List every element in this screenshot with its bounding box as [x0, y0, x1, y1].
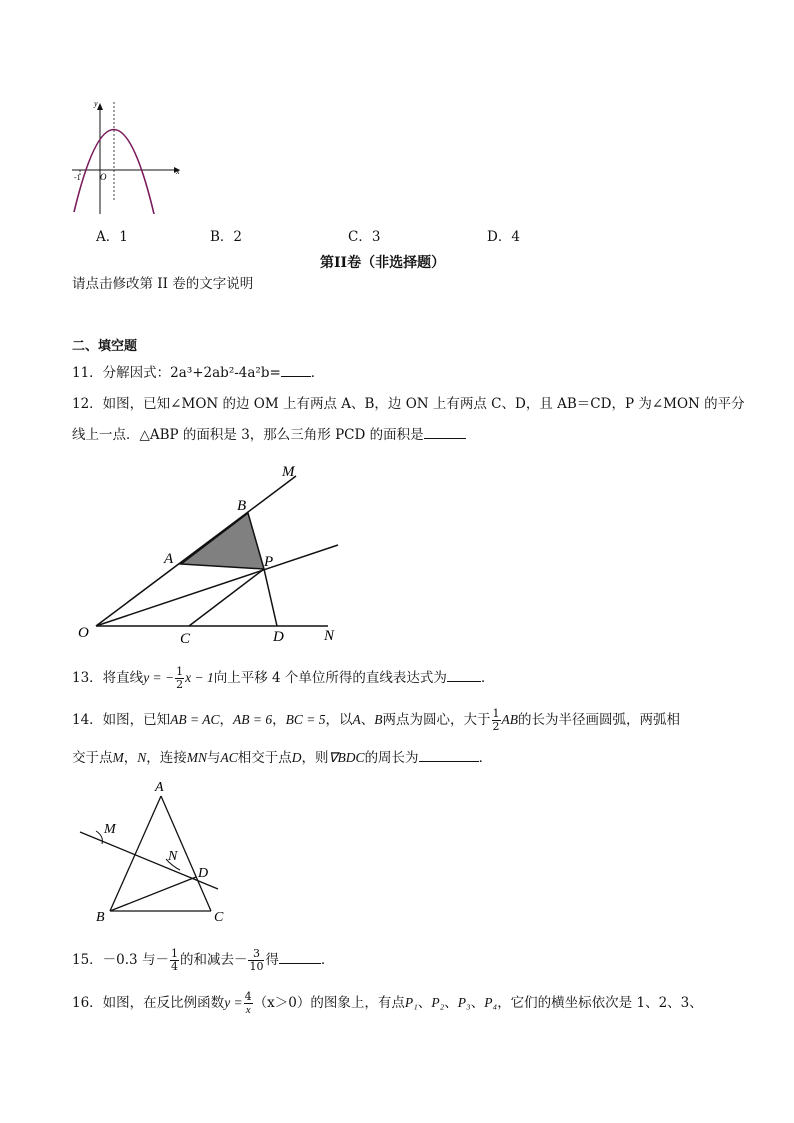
label-m: M: [282, 464, 295, 480]
q13-blank: [447, 667, 481, 682]
label-m: M: [104, 822, 116, 837]
choice-d: D．4: [487, 229, 520, 245]
q15-blank: [279, 949, 321, 964]
q16-fraction: $\frac{4}{x}$: [244, 990, 252, 1016]
q15-fraction-1: $\frac{1}{4}$: [170, 947, 178, 973]
question-12-line1: 12．如图，已知∠MON 的边 OM 上有两点 A、B，边 ON 上有两点 C、D，且 AB＝CD，P 为∠MON 的平分: [72, 396, 745, 412]
q14-blank: [419, 747, 479, 762]
question-11: 11．分解因式：2a³+2ab²-4a²b= ．: [72, 362, 324, 383]
choice-b: B．2: [210, 229, 243, 245]
part2-heading: 二、填空题: [72, 339, 138, 354]
parabola-graph: [66, 96, 186, 220]
label-c: C: [180, 631, 191, 647]
question-14-line2: 交于点M，N，连接MN与AC相交于点D，则∇BDC的周长为 ．: [72, 747, 492, 768]
arc-m: [96, 831, 102, 844]
question-14-line1: 14．如图，已知AB = AC，AB = 6，BC = 5，以A、B两点为圆心，大于 $\frac{1}{2}$ AB的长为半径画圆弧，两弧相: [72, 707, 681, 733]
y-axis-label: y: [94, 99, 98, 108]
label-d: D: [273, 629, 284, 645]
question-13: 13．将直线y = − $\frac{1}{2}$ x − 1向上平移 4 个单位所得的直线表达式为 ．: [72, 665, 495, 691]
label-c: C: [214, 910, 224, 925]
question-15: 15．－0.3 与－ $\frac{1}{4}$ 的和减去－ $\frac{3}{10}$ 得 ．: [72, 947, 335, 973]
triangle-abp: [181, 513, 264, 569]
question-12-line2: 线上一点．△ABP 的面积是 3，那么三角形 PCD 的面积是: [72, 424, 466, 445]
neg-one-label: -1: [74, 173, 81, 182]
label-n: N: [168, 849, 178, 864]
q11-blank: [281, 362, 311, 377]
q14-fraction: $\frac{1}{2}$: [492, 707, 500, 733]
section-note[interactable]: 请点击修改第 II 卷的文字说明: [72, 276, 254, 292]
label-p: P: [264, 554, 274, 570]
section-title: 第II卷（非选择题）: [320, 255, 446, 271]
label-n: N: [324, 628, 335, 644]
question-16: 16．如图，在反比例函数y = $\frac{4}{x}$ （x＞0）的图象上，有点P₁、P₂、P₃、P₄，它们的横坐标依次是 1、2、3、: [72, 990, 703, 1016]
figure-12: [70, 456, 360, 648]
origin-label: O: [100, 172, 107, 182]
segment-pd: [264, 569, 277, 626]
label-b: B: [237, 498, 247, 514]
choice-a: A．1: [96, 229, 128, 245]
y-axis-arrow-icon: [97, 103, 103, 110]
label-d: D: [198, 866, 209, 881]
ray-om: [96, 476, 296, 626]
segment-pc: [189, 569, 264, 626]
q15-fraction-2: $\frac{3}{10}$: [249, 947, 264, 973]
label-o: O: [78, 625, 89, 641]
label-a: A: [155, 780, 164, 795]
x-axis-label: x: [176, 167, 180, 176]
label-b: B: [96, 910, 105, 925]
q12-blank: [424, 424, 466, 439]
label-a: A: [164, 551, 174, 567]
figure-14: [72, 776, 232, 926]
q11-text: 11．分解因式：2a³+2ab²-4a²b=: [72, 365, 281, 381]
q13-fraction: $\frac{1}{2}$: [176, 665, 184, 691]
choice-c: C．3: [348, 229, 381, 245]
